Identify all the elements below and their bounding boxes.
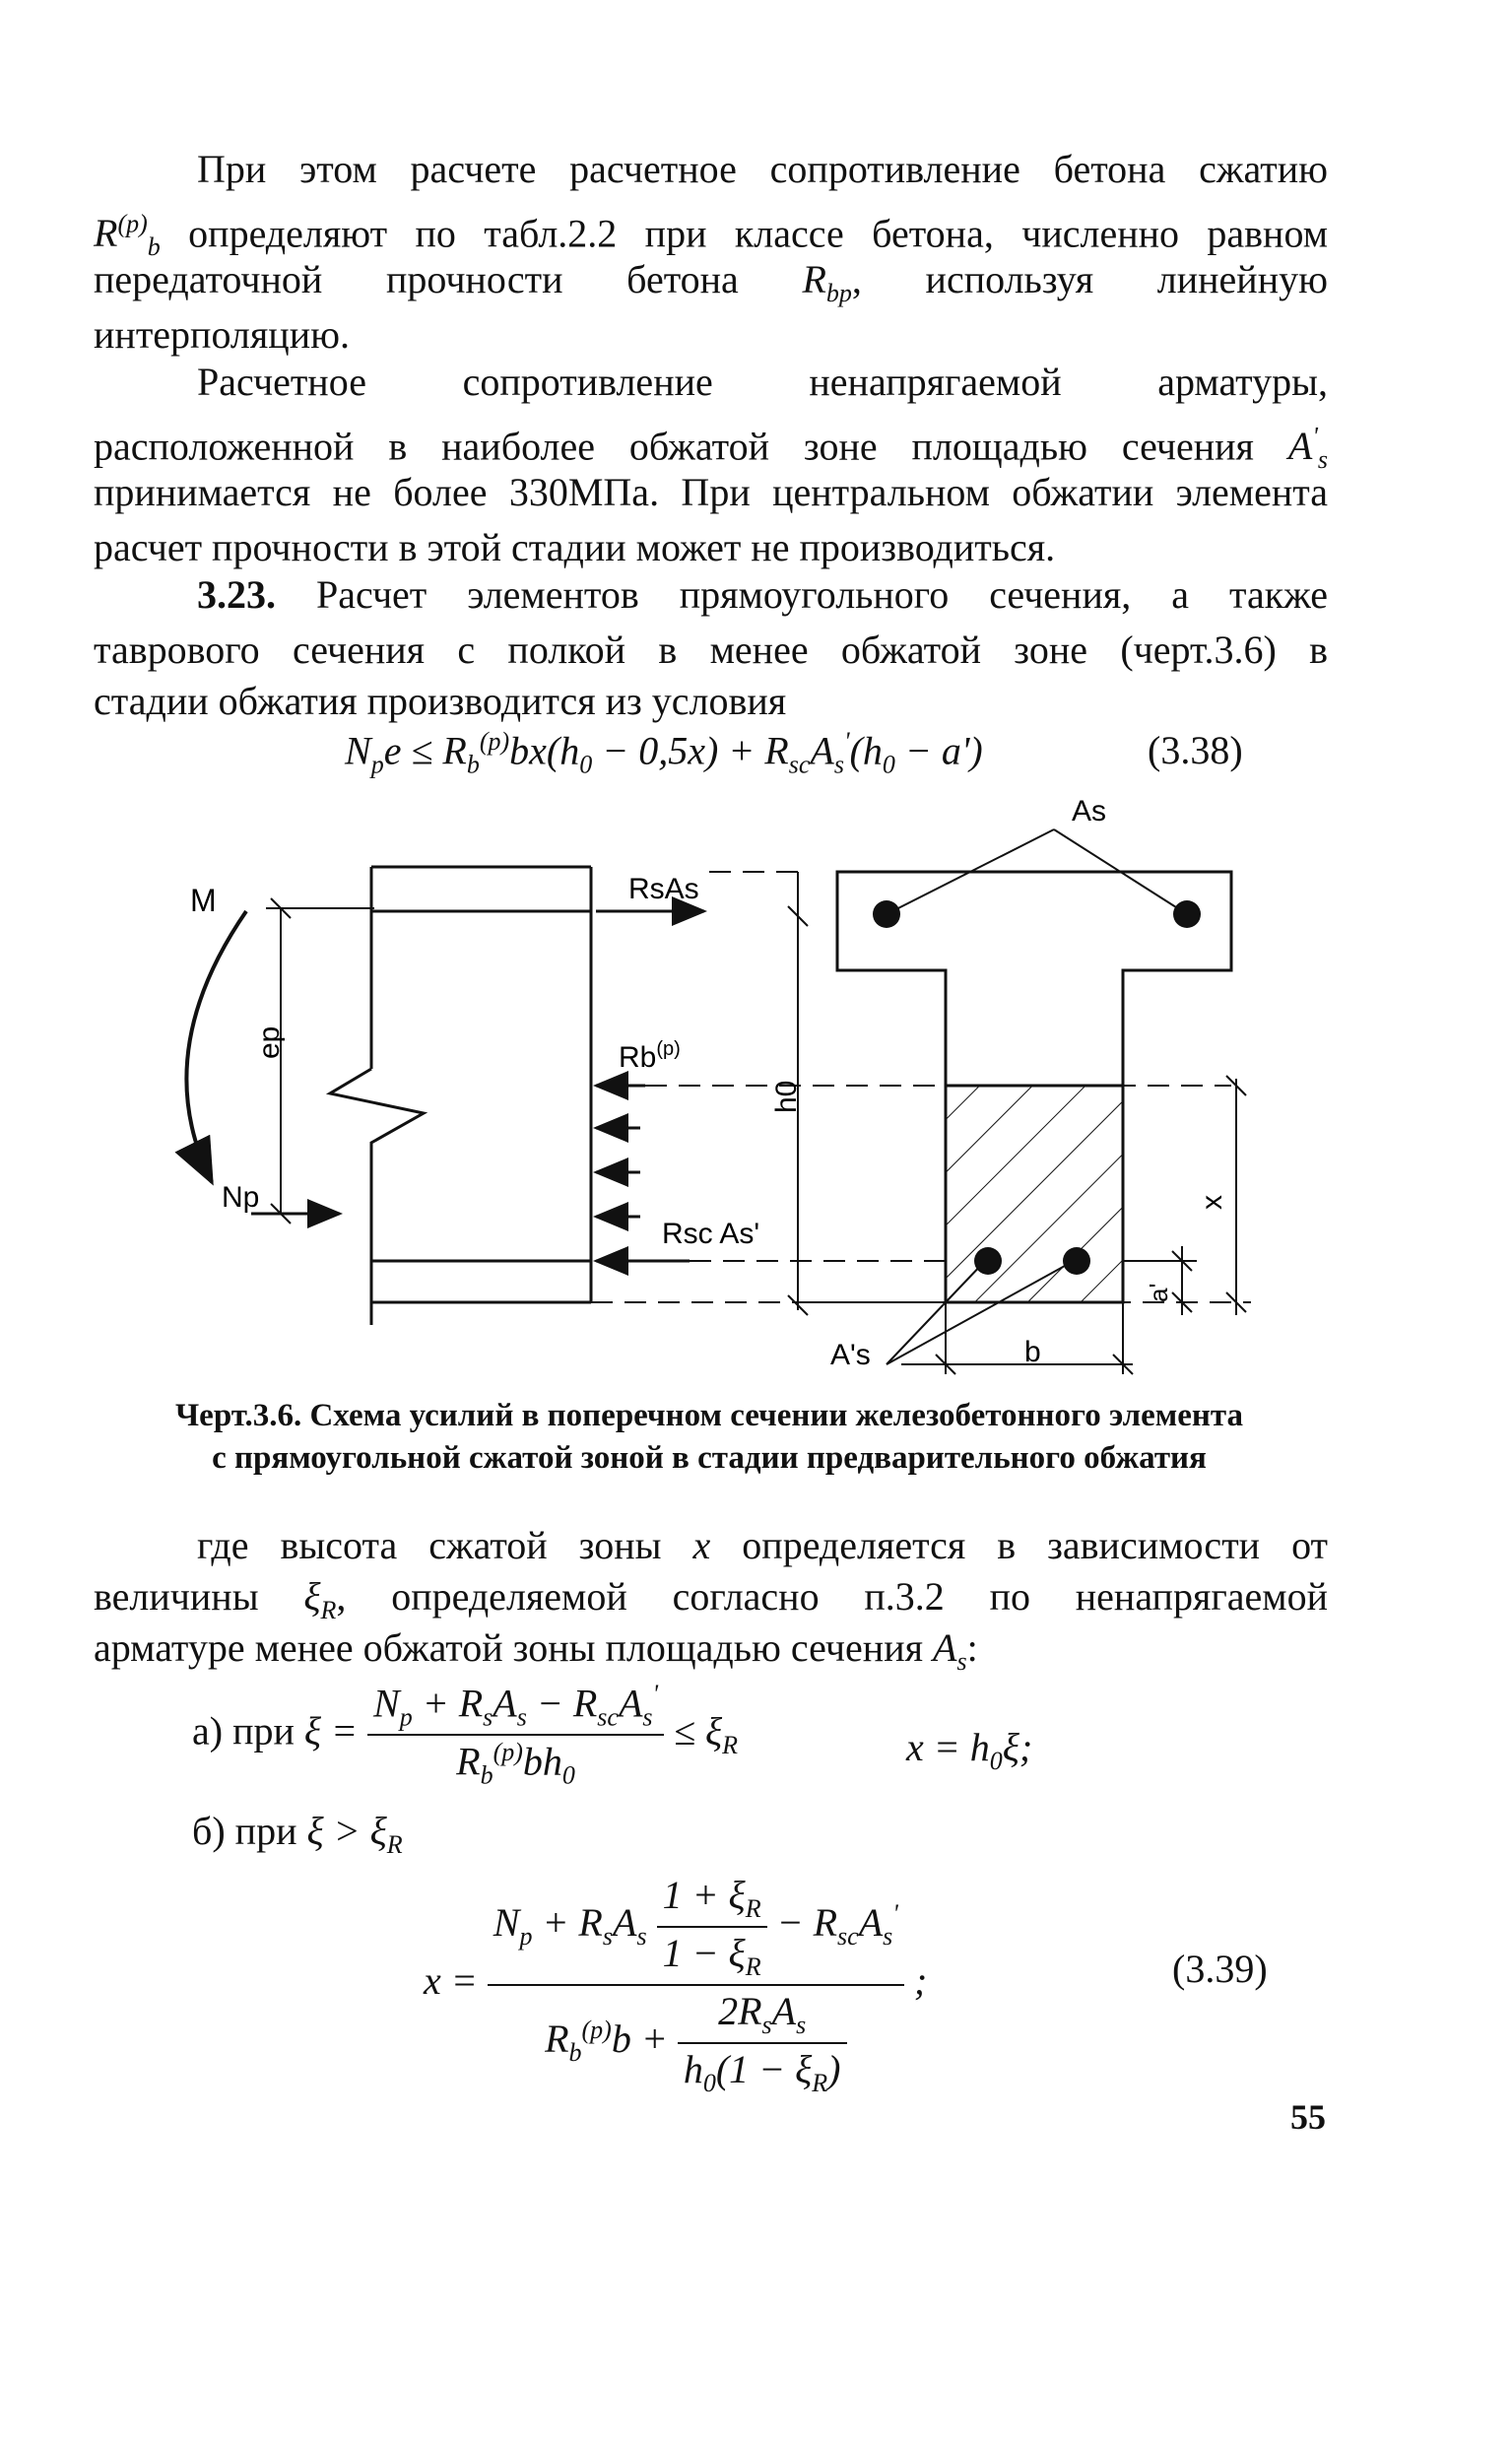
paragraph2-line2: расположенной в наиболее обжатой зоне площадью сечения $A'_s$	[94, 423, 1328, 475]
label-RsAs: RsAs	[628, 873, 699, 905]
label-RscAs: Rsc As'	[662, 1218, 760, 1250]
label-As-bottom: A's	[830, 1339, 871, 1371]
section-3-23-line1: 3.23. Расчет элементов прямоугольного сечения, а также	[197, 572, 1328, 617]
case-a-formula: а) при ξ = $\frac{N_p + R_sA_s - R_{sc}A_s'}{R_b^{(p)}bh_0}$ ≤ $\xi_R$	[192, 1680, 739, 1790]
section-3-23-line3: стадии обжатия производится из условия	[94, 679, 787, 723]
case-a-result: $x = h_0\xi$;	[906, 1725, 1033, 1775]
label-M: M	[190, 883, 217, 918]
paragraph1-line3: передаточной прочности бетона $R_{bp}$, используя линейную	[94, 257, 1328, 307]
label-ep: ep	[253, 1025, 286, 1059]
figure-caption-line1: Черт.3.6. Схема усилий в поперечном сечении железобетонного элемента	[174, 1398, 1244, 1433]
label-Rb: Rb$^{(p)}$	[619, 1038, 681, 1074]
rebar-top-left	[873, 900, 900, 928]
figure-caption-line2: с прямоугольной сжатой зоной в стадии предварительного обжатия	[212, 1440, 1207, 1476]
paragraph2-line1: Расчетное сопротивление ненапрягаемой арматуры,	[197, 360, 1328, 404]
equation-3-38-number: (3.38)	[1148, 728, 1243, 772]
section-3-23-line2: таврового сечения с полкой в менее обжатой зоне (черт.3.6) в	[94, 628, 1328, 672]
case-a-fraction: $\frac{N_p + R_sA_s - R_{sc}A_s'}{R_b^{(p)}bh_0}$	[367, 1680, 664, 1791]
symbol-rb-p: $R^{(p)}_b$	[94, 210, 161, 262]
case-b-condition: б) при $\xi > \xi_R$	[192, 1809, 403, 1859]
equation-3-39: x = $N_p + R_sA_s$ $\frac{1 + \xi_R}{1 - \xi_R}$ − $R_{sc}A_s'$ $R_b^{(p)}b$ + $\frac{2R_sA_s}{h_0(1 - \xi_R)}$ ;	[424, 1873, 928, 2097]
paragraph3-line3: арматуре менее обжатой зоны площадью сечения $A_s$:	[94, 1625, 978, 1676]
page-number: 55	[1290, 2097, 1326, 2137]
paragraph3-line2: величины $\xi_R$, определяемой согласно п.3.2 по ненапрягаемой	[94, 1574, 1328, 1624]
equation-3-39-fraction: $N_p + R_sA_s$ $\frac{1 + \xi_R}{1 - \xi_R}$ − $R_{sc}A_s'$ $R_b^{(p)}b$ + $\frac{2R_sA_s}{h_0(1 - \xi_R)}$	[488, 1872, 904, 2098]
paragraph1-line2: $R^{(p)}_b$ определяют по табл.2.2 при классе бетона, численно равном	[94, 210, 1329, 262]
paragraph3-line1: где высота сжатой зоны x определяется в зависимости от	[197, 1523, 1329, 1567]
label-As-top: As	[1072, 795, 1107, 827]
paragraph1-line1: При этом расчете расчетное сопротивление бетона сжатию	[197, 147, 1328, 191]
label-Np: Np	[222, 1181, 260, 1214]
paragraph2-line4: расчет прочности в этой стадии может не производиться.	[94, 525, 1056, 569]
label-x: x	[1196, 1195, 1228, 1210]
label-a-prime: a'	[1144, 1283, 1173, 1302]
rebar-bottom-left	[974, 1247, 1002, 1275]
equation-3-38: $N_pe \le R_b^{(p)}bx(h_0 - 0,5x) + R_{sc}A_s'(h_0 - a')$	[345, 727, 983, 779]
rebar-bottom-right	[1063, 1247, 1090, 1275]
paragraph2-line3: принимается не более 330МПа. При центральном обжатии элемента	[94, 470, 1328, 514]
equation-3-39-number: (3.39)	[1172, 1947, 1268, 1991]
rebar-top-right	[1173, 900, 1201, 928]
label-h0: h0	[770, 1080, 803, 1113]
label-b: b	[1024, 1336, 1041, 1368]
paragraph1-line4: интерполяцию.	[94, 312, 350, 357]
